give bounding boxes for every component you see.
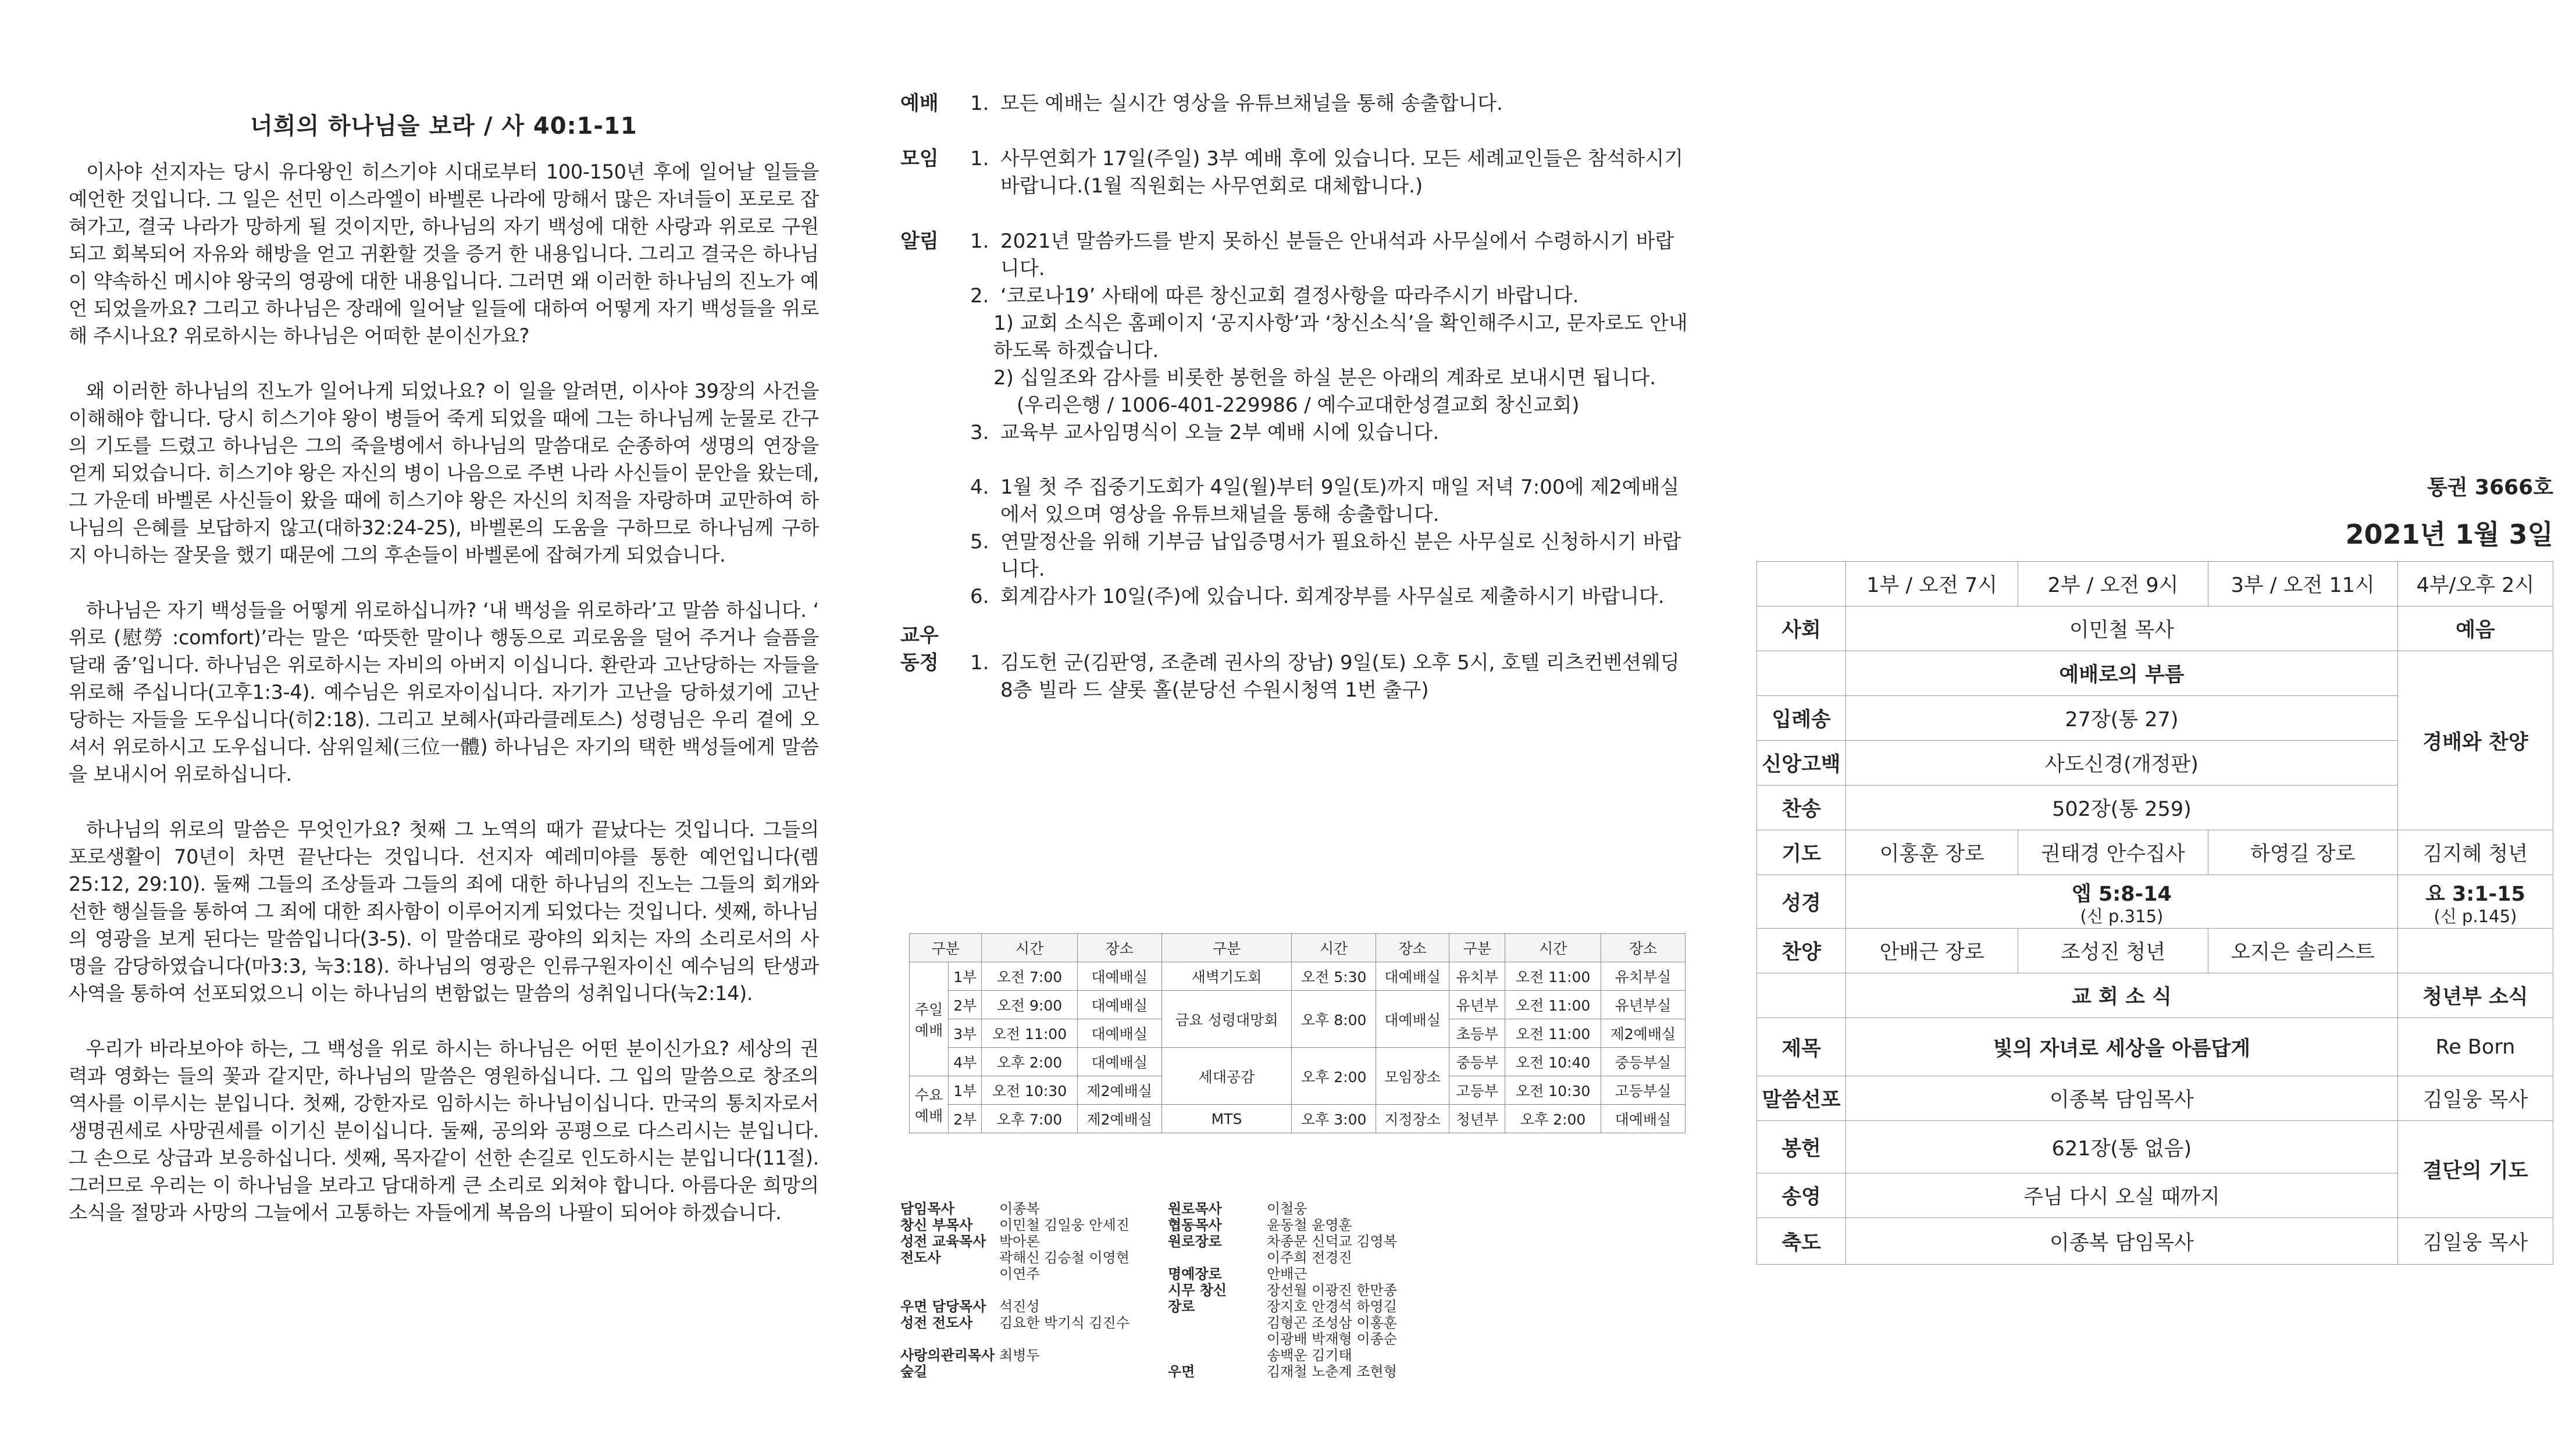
cell: 2부 [949, 991, 982, 1019]
staff-names: 이광배 박재형 이종순 [1267, 1331, 1397, 1347]
row-label: 신앙고백 [1757, 741, 1846, 786]
worship-order-table [1756, 561, 2553, 1265]
cell: 고등부실 [1601, 1076, 1685, 1105]
staff-role: 명예장로 [1168, 1266, 1222, 1282]
sermon-paragraph: 이사야 선지자는 당시 유다왕인 히스기야 시대로부터 100-150년 후에 일어날 일들을 예언한 것입니다. 그 일은 선민 이스라엘이 바벨론 나라에 망해서 많은 자녀들이 포로로 잡혀가고, 결국 나라가 망하게 될 것이지만, 하나님의 자기 백성에 대한 사랑과 위로로 구원되고 회복되어 자유와 해방을 얻고 귀환할 것을 증거 한 내용입니다. 그리고 결국은 하나님이 약속하신 메시야 왕국의 영광에 대한 내용입니다. 그러면 왜 이러한 하나님의 진노가 예언 되었을까요? 그리고 하나님은 장래에 일어날 일들에 대하여 어떻게 자기 백성들을 위로해 주시나요? 위로하시는 하나님은 어떠한 분이신가요? [69, 160, 819, 347]
notice-item [970, 419, 1691, 447]
col-header: 구분 [910, 934, 982, 962]
notice-number: 2. [970, 284, 989, 308]
cell: 오전 7:00 [982, 962, 1077, 991]
cell: 고등부 [1449, 1076, 1505, 1105]
col-header: 시간 [982, 934, 1077, 962]
cell: 권태경 안수집사 [2018, 830, 2208, 875]
staff-role [1168, 1347, 1267, 1364]
staff-role [900, 1266, 999, 1282]
cell: 오지은 솔리스트 [2208, 929, 2397, 973]
col-header: 장소 [1601, 934, 1685, 962]
notice-text: 사무연회가 17일(주일) 3부 예배 후에 있습니다. 모든 세례교인들은 참석하시기 바랍니다.(1월 직원회는 사무연회로 대체합니다.) [1000, 147, 1684, 198]
staff-names: 최병두 [999, 1347, 1040, 1364]
staff-role: 장로 [1168, 1298, 1195, 1315]
notice-text: 1월 첫 주 집중기도회가 4일(월)부터 9일(토)까지 매일 저녁 7:00에 제2예배실에서 있으며 영상을 유튜브채널을 통해 송출합니다. [1000, 476, 1680, 526]
cell: 오후 2:00 [1505, 1105, 1601, 1133]
notice-number: 4. [970, 476, 989, 499]
cell: 세대공감 [1161, 1048, 1291, 1105]
cell: 새벽기도회 [1161, 962, 1291, 991]
notice-label: 알림 [900, 230, 939, 253]
table-row [910, 962, 1686, 991]
staff-role [1168, 1250, 1267, 1266]
cell: 유년부실 [1601, 991, 1685, 1019]
cell: 제2예배실 [1077, 1105, 1161, 1133]
staff-role: 전도사 [900, 1250, 941, 1266]
staff-role: 시무 창신 [1168, 1282, 1227, 1298]
table-row [910, 1048, 1686, 1076]
staff-names: 윤동철 윤영훈 [1267, 1217, 1352, 1233]
row-label: 기도 [1757, 830, 1846, 875]
cell: 621장(통 없음) [1846, 1121, 2398, 1173]
staff-role: 협동목사 [1168, 1217, 1222, 1233]
staff-role: 우면 [1168, 1364, 1195, 1380]
cell: 오후 8:00 [1292, 991, 1376, 1048]
staff-names: 안배근 [1267, 1266, 1307, 1282]
staff-names: 박아론 [999, 1233, 1040, 1250]
notice-number: 3. [970, 421, 989, 444]
notice-subitem: 2) 십일조와 감사를 비롯한 봉헌을 하실 분은 아래의 계좌로 보내시면 됩니다. [993, 366, 1656, 390]
cell: 주님 다시 오실 때까지 [1846, 1173, 2398, 1218]
cell: 대예배실 [1077, 1048, 1161, 1076]
cell: 오전 11:00 [1505, 1019, 1601, 1048]
notice-text: 연말정산을 위해 기부금 납입증명서가 필요하신 분은 사무실로 신청하시기 바랍니다. [1000, 530, 1681, 581]
cell: 이홍훈 장로 [1846, 830, 2018, 875]
cell: 502장(통 259) [1846, 786, 2398, 830]
scripture-page: (신 p.145) [2434, 906, 2517, 926]
table-row [1757, 875, 2553, 929]
row-label: 입례송 [1757, 696, 1846, 741]
scripture-ref: 요 3:1-15 [2425, 882, 2525, 906]
cell: 김일웅 목사 [2397, 1076, 2553, 1121]
cell: 안배근 장로 [1846, 929, 2018, 973]
staff-names: 곽해신 김승철 이영현 [999, 1250, 1130, 1266]
notice-label-line: 교우 [900, 624, 939, 647]
notice-item [970, 283, 1691, 310]
scripture-ref: 엡 5:8-14 [2071, 882, 2172, 906]
service-header: 2부 / 오전 9시 [2018, 562, 2208, 606]
cell: 오전 11:00 [982, 1019, 1077, 1048]
notice-text: 모든 예배는 실시간 영상을 유튜브채널을 통해 송출합니다. [1000, 92, 1503, 115]
row-label: 봉헌 [1757, 1121, 1846, 1173]
table-row [910, 1105, 1686, 1133]
notices-column [900, 90, 1691, 732]
staff-role: 원로목사 [1168, 1201, 1222, 1217]
cell [2397, 875, 2553, 929]
staff-role: 창신 부목사 [900, 1217, 973, 1233]
cell: 대예배실 [1077, 1019, 1161, 1048]
col-header: 장소 [1376, 934, 1449, 962]
cell: 오후 3:00 [1292, 1105, 1376, 1133]
notice-label-line: 동정 [900, 651, 939, 674]
table-row [1757, 562, 2553, 606]
notice-label: 모임 [900, 147, 939, 170]
cell: 오후 2:00 [982, 1048, 1077, 1076]
cell: 예음 [2397, 606, 2553, 651]
service-header: 4부/오후 2시 [2397, 562, 2553, 606]
cell: 오전 11:00 [1505, 962, 1601, 991]
issue-number: 통권 3666호 [2427, 476, 2553, 499]
row-label: 찬송 [1757, 786, 1846, 830]
staff-right [1168, 1201, 1412, 1380]
table-row [1757, 1076, 2553, 1121]
notice-number: 1. [970, 651, 989, 674]
notice-news [900, 228, 1691, 611]
cell: MTS [1161, 1105, 1291, 1133]
staff-role: 사랑의관리목사 [900, 1347, 995, 1364]
table-row [1757, 1018, 2553, 1076]
cell: 유치부 [1449, 962, 1505, 991]
cell: 중등부 [1449, 1048, 1505, 1076]
col-header: 장소 [1077, 934, 1161, 962]
sermon-paragraph: 하나님은 자기 백성들을 어떻게 위로하십니까? ‘내 백성을 위로하라’고 말씀 하십니다. ‘ 위로 (慰勞 :comfort)’라는 말은 ‘따뜻한 말이나 행동으로 괴로움을 덜어 주거나 슬픔을 달래 줌’입니다. 하나님은 위로하시는 자비의 아버지 이십니다. 환란과 고난당하는 자들을 위로해 주십니다(고후1:3-4). 예수님은 위로자이십니다. 자기가 고난을 당하셨기에 고난당하는 자들을 도우십니다(히2:18). 그리고 보혜사(파라클레토스) 성령님은 우리 곁에 오셔서 위로하시고 도우십니다. 삼위일체(三位一體) 하나님은 자기의 택한 백성들에게 말씀을 보내시어 위로하십니다. [69, 599, 819, 786]
cell: 교 회 소 식 [1846, 973, 2398, 1018]
wednesday-label: 수요 예배 [910, 1076, 949, 1133]
staff-role: 원로장로 [1168, 1233, 1222, 1250]
staff-names: 김요한 박기식 김진수 [999, 1315, 1130, 1331]
notice-subitem: 1) 교회 소식은 홈페이지 ‘공지사항’과 ‘창신소식’을 확인해주시고, 문자로도 안내하도록 하겠습니다. [993, 312, 1688, 362]
staff-role [1168, 1331, 1267, 1347]
cell: 초등부 [1449, 1019, 1505, 1048]
col-header: 구분 [1449, 934, 1505, 962]
staff-names: 차종문 신덕교 김영복 [1267, 1233, 1397, 1250]
sermon-paragraph: 왜 이러한 하나님의 진노가 일어나게 되었나요? 이 일을 알려면, 이사야 39장의 사건을 이해해야 합니다. 당시 히스기야 왕이 병들어 죽게 되었을 때에 그는 하나님께 눈물로 간구의 기도를 드렸고 하나님은 그의 죽을병에서 하나님의 말씀대로 순종하여 생명의 연장을 얻게 되었습니다. 히스기야 왕은 자신의 병이 나음으로 주변 나라 사신들이 문안을 왔는데, 그 가운데 바벨론 사신들이 왔을 때에 히스기야 왕은 자신의 치적을 자랑하며 교만하여 하나님의 은혜를 보답하지 않고(대하32:24-25), 바벨론의 도움을 구하므로 하나님께 구하지 아니하는 잘못을 했기 때문에 그의 후손들이 바벨론에 잡혀가게 되었습니다. [69, 380, 819, 566]
table-row [1757, 1121, 2553, 1173]
notice-text: 교육부 교사임명식이 오늘 2부 예배 시에 있습니다. [1000, 421, 1440, 444]
cell: 오후 2:00 [1292, 1048, 1376, 1105]
notice-item [970, 145, 1691, 200]
staff-role: 성전 전도사 [900, 1315, 973, 1331]
notice-worship [900, 90, 1691, 117]
cell: 하영길 장로 [2208, 830, 2397, 875]
row-label: 성경 [1757, 875, 1846, 929]
notice-item [970, 90, 1691, 117]
cell: 27장(통 27) [1846, 696, 2398, 741]
cell: 유치부실 [1601, 962, 1685, 991]
cell: 중등부실 [1601, 1048, 1685, 1076]
cell: 오전 5:30 [1292, 962, 1376, 991]
staff-names: 이민철 김일웅 안세진 [999, 1217, 1130, 1233]
cell: 오전 11:00 [1505, 991, 1601, 1019]
cell: 3부 [949, 1019, 982, 1048]
cell: 청년부 소식 [2397, 973, 2553, 1018]
staff-names: 김재철 노춘계 조현형 [1267, 1364, 1397, 1380]
cell: 김지혜 청년 [2397, 830, 2553, 875]
row-label: 축도 [1757, 1218, 1846, 1265]
cell [1846, 875, 2398, 929]
notice-number: 1. [970, 147, 989, 170]
cell: 지정장소 [1376, 1105, 1449, 1133]
sermon-column [69, 108, 819, 1254]
cell: 모임장소 [1376, 1048, 1449, 1105]
cell: 제2예배실 [1077, 1076, 1161, 1105]
cell: 대예배실 [1601, 1105, 1685, 1133]
staff-names: 이주희 전경진 [1267, 1250, 1352, 1266]
cell: 결단의 기도 [2397, 1121, 2553, 1218]
cell: 대예배실 [1077, 962, 1161, 991]
staff-role: 숲길 [900, 1364, 928, 1380]
cell: 4부 [949, 1048, 982, 1076]
col-header: 구분 [1161, 934, 1291, 962]
notice-number: 6. [970, 585, 989, 608]
cell: 경배와 찬양 [2397, 651, 2553, 830]
cell: 사도신경(개정판) [1846, 741, 2398, 786]
cell: 이민철 목사 [1846, 606, 2398, 651]
notice-meeting [900, 145, 1691, 200]
cell: 오전 10:30 [982, 1076, 1077, 1105]
cell: 예배로의 부름 [1846, 651, 2398, 696]
staff-names: 김형곤 조성삼 이홍훈 [1267, 1315, 1397, 1331]
notice-item [970, 583, 1691, 611]
table-row [1757, 651, 2553, 696]
bulletin-date: 2021년 1월 3일 [2345, 519, 2553, 550]
cell: 오전 10:40 [1505, 1048, 1601, 1076]
bank-account: (우리은행 / 1006-401-229986 / 예수교대한성결교회 창신교회) [1017, 394, 1580, 417]
sermon-paragraph: 우리가 바라보아야 하는, 그 백성을 위로 하시는 하나님은 어떤 분이신가요? 세상의 권력과 영화는 들의 꽃과 같지만, 하나님의 말씀은 영원하십니다. 그 입의 말씀으로 창조의 역사를 이루시는 분입니다. 첫째, 강한자로 임하시는 하나님이십니다. 만국의 통치자로서 생명권세로 사망권세를 이기신 분이십니다. 둘째, 공의와 공평으로 다스리시는 분입니다. 그 손으로 상급과 보응하십니다. 셋째, 목자같이 선한 손길로 인도하시는 분입니다(11절). 그러므로 우리는 이 하나님을 보라고 담대하게 큰 소리로 외쳐야 합니다. 아름다운 희망의 소식을 절망과 사망의 그늘에서 고통하는 자들에게 복음의 나팔이 되어야 하겠습니다. [69, 1037, 819, 1224]
staff-list [900, 1201, 1424, 1380]
notice-number: 5. [970, 530, 989, 554]
staff-role: 성전 교육목사 [900, 1233, 986, 1250]
cell: 유년부 [1449, 991, 1505, 1019]
cell: 대예배실 [1376, 991, 1449, 1048]
table-row [1757, 929, 2553, 973]
staff-names: 송백운 김기태 [1267, 1347, 1352, 1364]
notice-label: 예배 [900, 92, 939, 115]
worship-schedule-table [909, 933, 1686, 1133]
cell: 대예배실 [1376, 962, 1449, 991]
notice-item [970, 529, 1691, 583]
table-row [1757, 973, 2553, 1018]
notice-item [970, 649, 1691, 704]
row-label: 찬양 [1757, 929, 1846, 973]
worship-order [1756, 471, 2553, 1265]
staff-names [999, 1364, 1156, 1380]
notice-text: 김도헌 군(김판영, 조춘례 권사의 장남) 9일(토) 오후 5시, 호텔 리츠컨벤션웨딩 8층 빌라 드 샬롯 홀(분당선 수원시청역 1번 출구) [1000, 651, 1680, 702]
table-row [1757, 830, 2553, 875]
table-row [910, 991, 1686, 1019]
row-label: 말씀선포 [1757, 1076, 1846, 1121]
notice-text: 2021년 말씀카드를 받지 못하신 분들은 안내석과 사무실에서 수령하시기 바랍니다. [1000, 230, 1674, 280]
cell: 제2예배실 [1601, 1019, 1685, 1048]
sunday-label: 주일 예배 [910, 962, 949, 1076]
cell: 금요 성령대망회 [1161, 991, 1291, 1048]
col-header: 시간 [1292, 934, 1376, 962]
staff-names: 장선월 이광진 한만종 [1267, 1282, 1397, 1298]
staff-names: 이종복 [999, 1201, 1040, 1217]
staff-names: 이연주 [999, 1266, 1040, 1282]
table-row [1757, 1218, 2553, 1265]
staff-role: 담임목사 [900, 1201, 954, 1217]
row-label: 제목 [1757, 1018, 1846, 1076]
cell: 이종복 담임목사 [1846, 1218, 2398, 1265]
notice-number: 1. [970, 92, 989, 115]
cell: 이종복 담임목사 [1846, 1076, 2398, 1121]
cell: 오후 7:00 [982, 1105, 1077, 1133]
table-row [1757, 606, 2553, 651]
cell: 1부 [949, 1076, 982, 1105]
cell: 김일웅 목사 [2397, 1218, 2553, 1265]
staff-names: 장지호 안경석 하영길 [1267, 1298, 1397, 1315]
cell: Re Born [2397, 1018, 2553, 1076]
notice-members [900, 622, 1691, 704]
staff-names: 석진성 [999, 1298, 1040, 1315]
row-label: 송영 [1757, 1173, 1846, 1218]
staff-left [900, 1201, 1156, 1380]
notice-item [970, 474, 1691, 529]
notice-number: 1. [970, 230, 989, 253]
staff-role: 우면 담당목사 [900, 1298, 986, 1315]
cell: 조성진 청년 [2018, 929, 2208, 973]
sermon-title: 너희의 하나님을 보라 / 사 40:1-11 [250, 113, 637, 140]
cell: 오전 9:00 [982, 991, 1077, 1019]
col-header: 시간 [1505, 934, 1601, 962]
scripture-page: (신 p.315) [2080, 906, 2164, 926]
cell: 2부 [949, 1105, 982, 1133]
staff-role [1168, 1315, 1267, 1331]
notice-text: 회계감사가 10일(주)에 있습니다. 회계장부를 사무실로 제출하시기 바랍니다. [1000, 585, 1665, 608]
cell: 청년부 [1449, 1105, 1505, 1133]
service-header: 3부 / 오전 11시 [2208, 562, 2397, 606]
service-header: 1부 / 오전 7시 [1846, 562, 2018, 606]
notice-text: ‘코로나19’ 사태에 따른 창신교회 결정사항을 따라주시기 바랍니다. [1000, 284, 1579, 308]
sermon-title-cell: 빛의 자녀로 세상을 아름답게 [1846, 1018, 2398, 1076]
cell: 대예배실 [1077, 991, 1161, 1019]
notice-label [900, 622, 970, 704]
row-label: 사회 [1757, 606, 1846, 651]
cell: 1부 [949, 962, 982, 991]
cell: 오전 10:30 [1505, 1076, 1601, 1105]
staff-names: 이철웅 [1267, 1201, 1307, 1217]
sermon-paragraph: 하나님의 위로의 말씀은 무엇인가요? 첫째 그 노역의 때가 끝났다는 것입니다. 그들의 포로생활이 70년이 차면 끝난다는 것입니다. 선지자 예레미야를 통한 예언입니다(렘25:12, 29:10). 둘째 그들의 조상들과 그들의 죄에 대한 하나님의 진노는 그들의 회개와 선한 행실들을 통하여 그 죄에 대한 죄사함이 이루어지게 되었다는 것입니다. 셋째, 하나님의 영광을 보게 된다는 말씀입니다(3-5). 이 말씀대로 광야의 외치는 자의 소리로서의 사명을 감당하였습니다(마3:3, 눅3:18). 하나님의 영광은 인류구원자이신 예수님의 탄생과 사역을 통하여 선포되었으니 이는 하나님의 변함없는 말씀의 성취입니다(눅2:14). [69, 818, 819, 1005]
notice-item [970, 228, 1691, 283]
